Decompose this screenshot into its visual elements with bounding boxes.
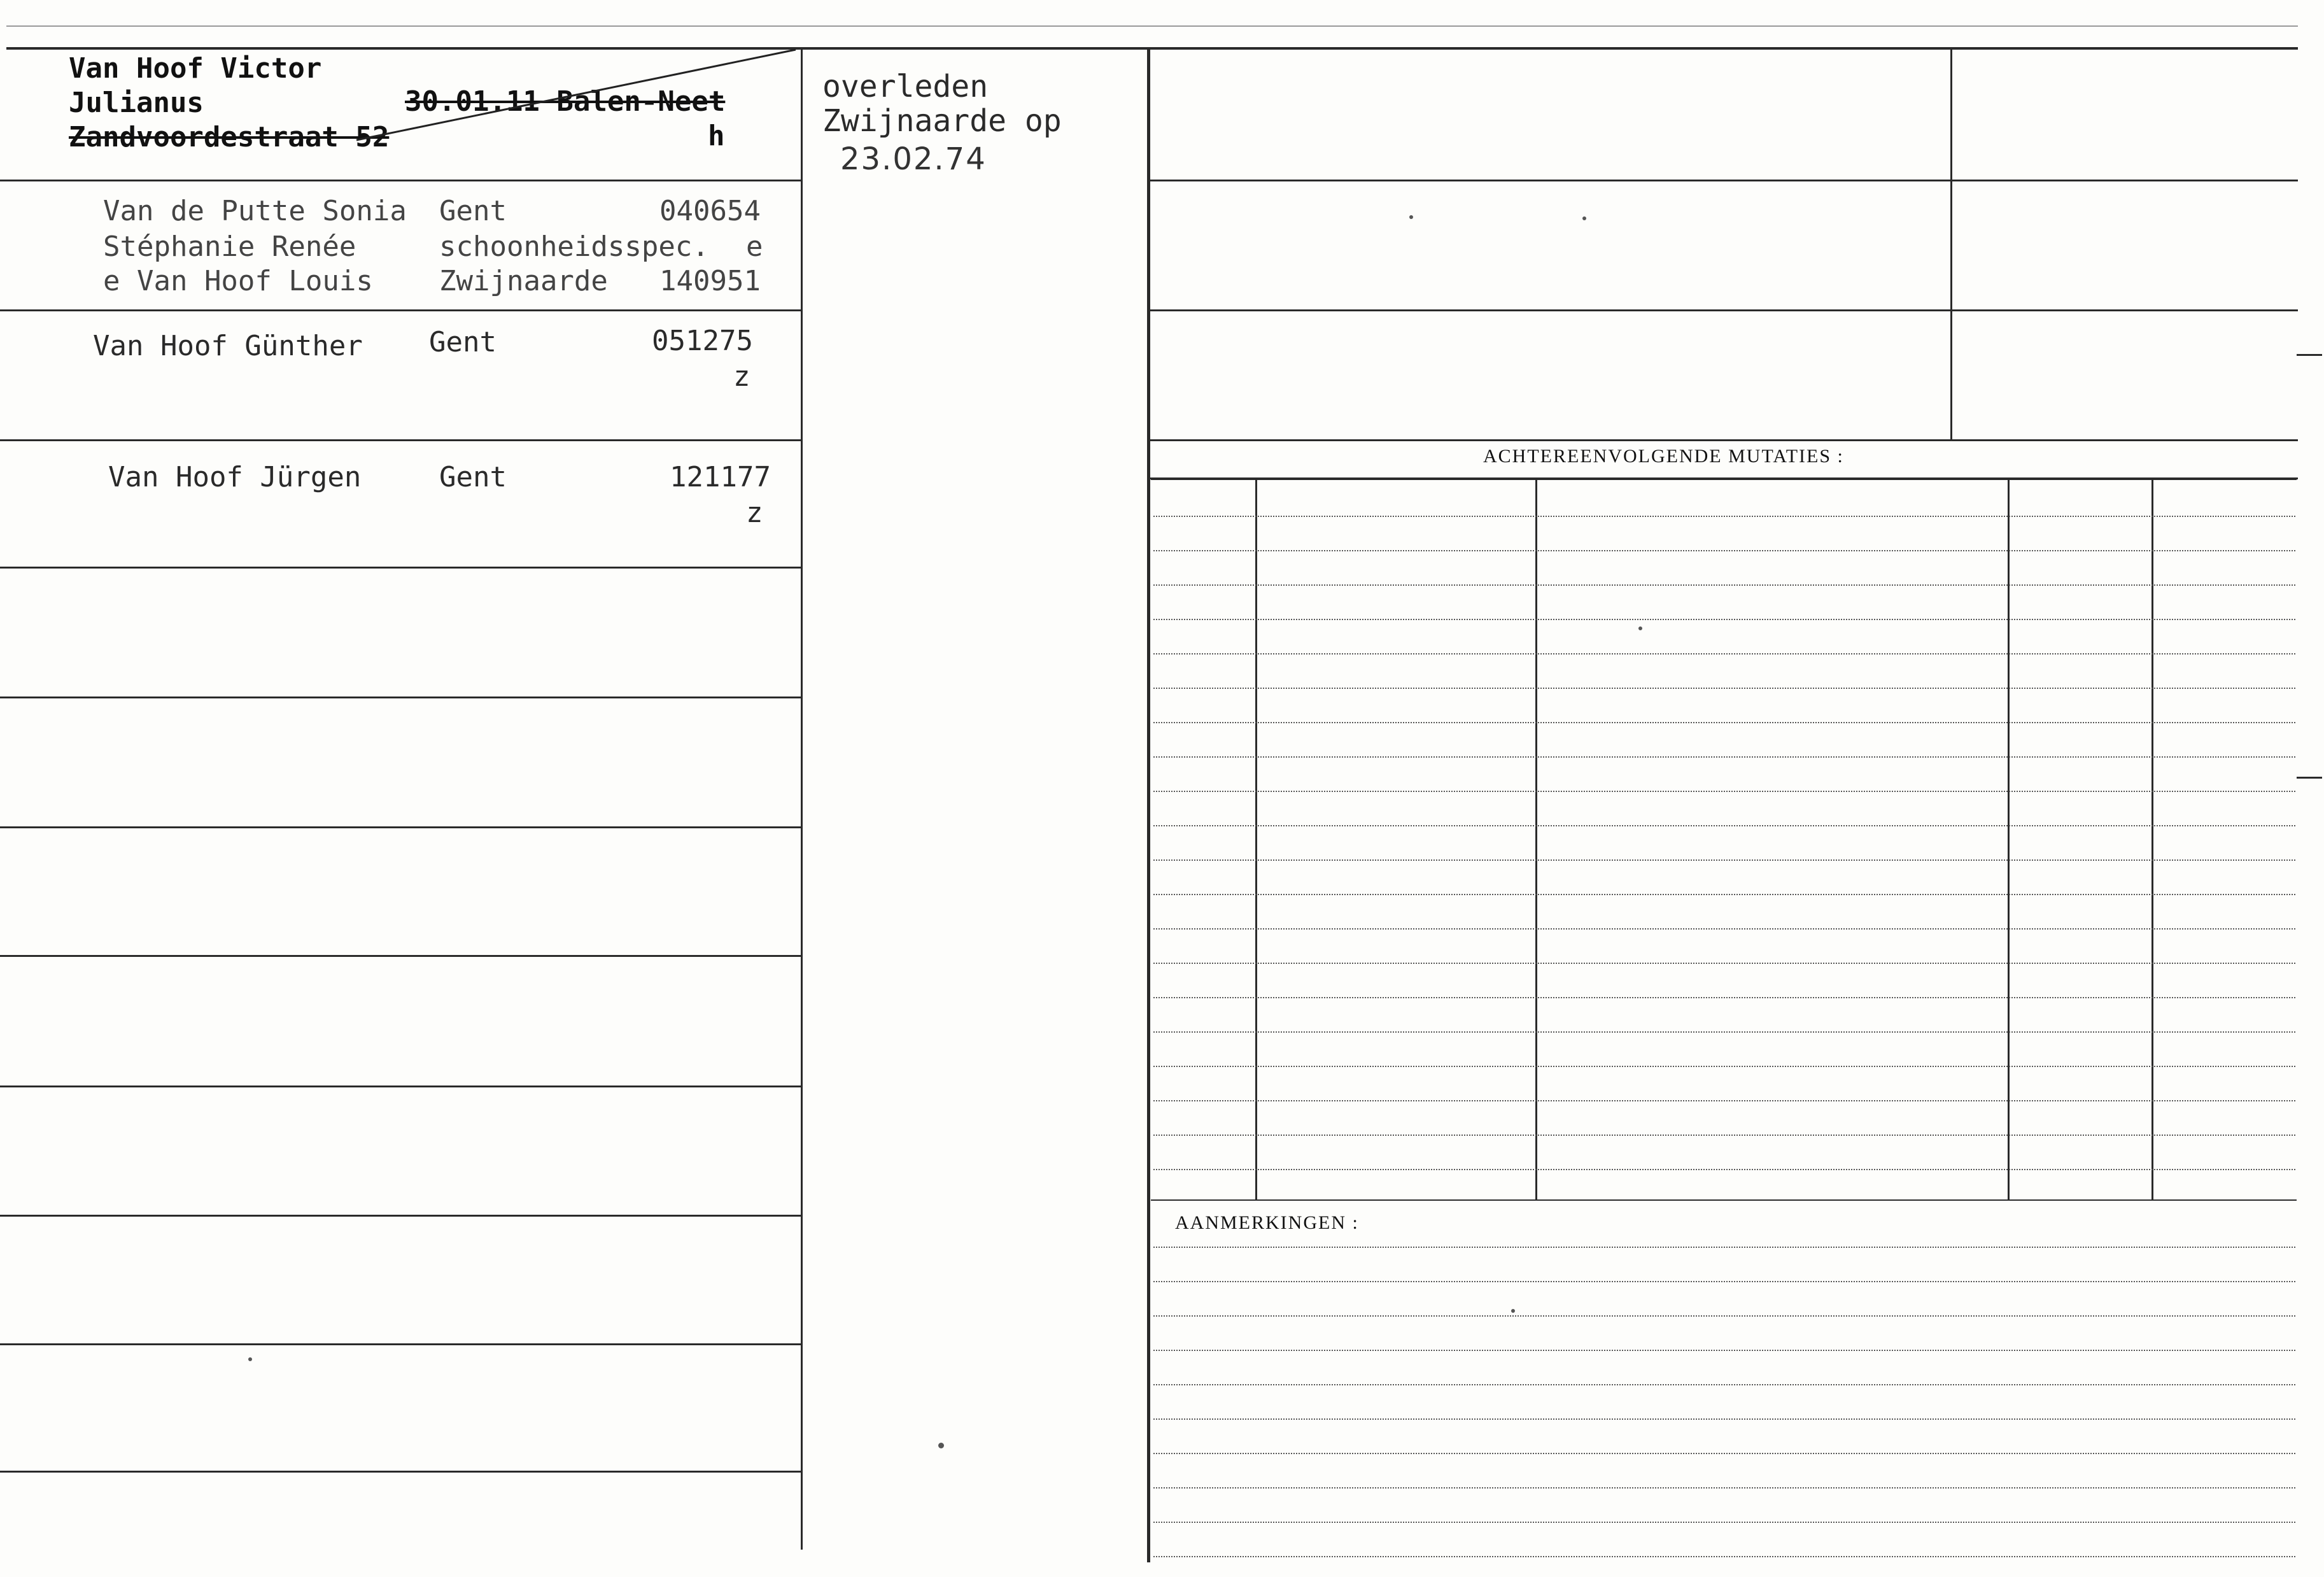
- remarks-ruled-line: [1153, 1350, 2295, 1351]
- edge-tick: [2297, 777, 2322, 779]
- head-address: Zandvoordestraat 52: [69, 121, 390, 153]
- mutations-column: [1255, 479, 1257, 1201]
- member-name: Stéphanie Renée: [103, 230, 356, 263]
- member-place: schoonheidsspec.: [439, 230, 709, 263]
- mutations-ruled-line: [1153, 1031, 2295, 1033]
- mutations-ruled-line: [1153, 1066, 2295, 1067]
- row-divider: [0, 955, 802, 957]
- row-divider: [0, 697, 802, 698]
- member-code: e: [746, 230, 763, 263]
- member-name: e Van Hoof Louis: [103, 265, 373, 297]
- row-divider: [0, 1215, 802, 1217]
- member-date: 140951: [659, 265, 761, 297]
- mutations-title: ACHTEREENVOLGENDE MUTATIES :: [1483, 446, 1844, 467]
- mutations-ruled-line: [1153, 928, 2295, 930]
- member-date: 040654: [659, 195, 761, 227]
- mutations-ruled-line: [1153, 550, 2295, 551]
- mutations-ruled-line: [1153, 1169, 2295, 1170]
- head-note-line2: Zwijnaarde op: [822, 103, 1062, 139]
- scan-speck: [938, 1443, 944, 1448]
- scan-speck: [1409, 215, 1413, 219]
- member-date: 051275: [652, 325, 753, 357]
- mutations-ruled-line: [1153, 859, 2295, 861]
- remarks-ruled-line: [1153, 1418, 2295, 1420]
- mutations-ruled-line: [1153, 963, 2295, 964]
- mutations-ruled-line: [1153, 791, 2295, 792]
- remarks-ruled-line: [1153, 1556, 2295, 1557]
- mutations-ruled-line: [1153, 756, 2295, 758]
- scan-speck: [1582, 216, 1586, 220]
- edge-tick: [2297, 354, 2322, 356]
- head-birth: 30.01.11 Balen-Neet: [405, 85, 726, 118]
- mutations-ruled-line: [1153, 653, 2295, 654]
- right-row-divider: [1148, 439, 2298, 441]
- member-code: z: [733, 360, 750, 393]
- member-place: Gent: [439, 195, 507, 227]
- remarks-ruled-line: [1153, 1453, 2295, 1454]
- head-name-line2: Julianus: [69, 87, 204, 119]
- head-code: h: [708, 120, 725, 152]
- right-row-divider: [1148, 180, 2298, 181]
- mutations-ruled-line: [1153, 619, 2295, 620]
- right-row-divider: [1148, 309, 2298, 311]
- top-edge: [6, 25, 2298, 27]
- mutations-column: [2008, 479, 2010, 1201]
- member-place: Gent: [429, 326, 496, 358]
- mutations-table-top: [1151, 479, 2297, 480]
- mutations-ruled-line: [1153, 722, 2295, 723]
- remarks-ruled-line: [1153, 1281, 2295, 1282]
- remarks-title: AANMERKINGEN :: [1175, 1212, 1359, 1233]
- mutations-column: [1535, 479, 1537, 1201]
- head-note-line3: 23.02.74: [840, 141, 987, 177]
- mutations-ruled-line: [1153, 688, 2295, 689]
- member-code: z: [746, 497, 763, 529]
- mutations-ruled-line: [1153, 516, 2295, 517]
- row-divider: [0, 567, 802, 569]
- scan-speck: [248, 1357, 252, 1361]
- row-divider: [0, 309, 802, 311]
- column-divider: [801, 47, 803, 1550]
- mutations-table-bottom: [1151, 1199, 2297, 1201]
- column-divider-main: [1147, 47, 1150, 1562]
- member-date: 121177: [670, 461, 771, 493]
- remarks-ruled-line: [1153, 1487, 2295, 1489]
- head-name-line1: Van Hoof Victor: [69, 52, 322, 85]
- row-divider: [0, 1343, 802, 1345]
- right-column-divider: [1950, 47, 1952, 439]
- member-name: Van Hoof Günther: [93, 330, 363, 362]
- row-divider: [0, 439, 802, 441]
- mutations-ruled-line: [1153, 1135, 2295, 1136]
- row-divider: [0, 826, 802, 828]
- remarks-ruled-line: [1153, 1522, 2295, 1523]
- row-divider: [0, 1471, 802, 1473]
- mutations-ruled-line: [1153, 825, 2295, 826]
- member-place: Zwijnaarde: [439, 265, 608, 297]
- row-divider: [0, 1086, 802, 1087]
- mutations-ruled-line: [1153, 997, 2295, 998]
- mutations-ruled-line: [1153, 894, 2295, 895]
- member-name: Van Hoof Jürgen: [108, 461, 362, 493]
- mutations-ruled-line: [1153, 1100, 2295, 1101]
- remarks-ruled-line: [1153, 1384, 2295, 1385]
- remarks-ruled-line: [1153, 1315, 2295, 1317]
- remarks-ruled-line: [1153, 1247, 2295, 1248]
- member-place: Gent: [439, 461, 507, 493]
- member-name: Van de Putte Sonia: [103, 195, 407, 227]
- scan-speck: [1511, 1309, 1515, 1313]
- mutations-column: [2151, 479, 2153, 1201]
- strike-diagonal: [0, 45, 802, 185]
- scan-speck: [1638, 626, 1642, 630]
- head-note-line1: overleden: [822, 69, 989, 104]
- mutations-ruled-line: [1153, 584, 2295, 586]
